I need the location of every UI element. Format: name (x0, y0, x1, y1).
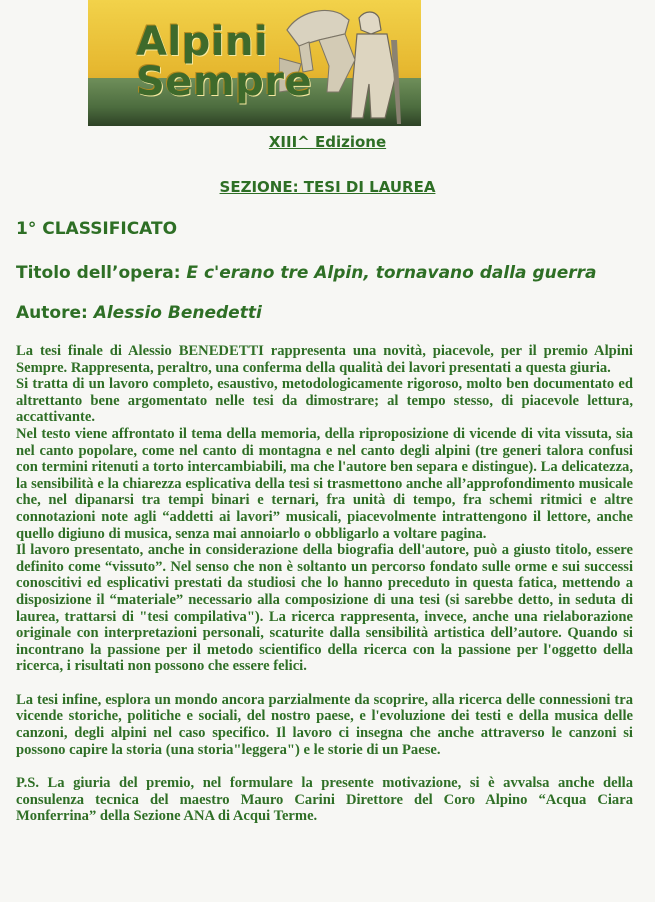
section-heading: SEZIONE: TESI DI LAUREA (219, 178, 436, 196)
work-title-line (16, 263, 596, 283)
author-name: Alessio Benedetti (93, 303, 262, 323)
header-banner (88, 0, 421, 126)
postscript-paragraph: P.S. La giuria del premio, nel formulare la presente motivazione, si è avvalsa anche della consulenza tecnica del maestro Mauro Carini Direttore del Coro Alpino “Acqua Ciara Monferrina” della Sezione ANA di Acqui Terme. (16, 775, 633, 825)
banner-title-line1: Alpini (136, 19, 269, 65)
work-title-label: Titolo dell’opera: (16, 263, 181, 283)
author-line (16, 303, 262, 323)
banner-title (136, 19, 313, 105)
paragraph: Il lavoro presentato, anche in considerazione della biografia dell'autore, può a giusto titolo, essere definito come “vissuto”. Nel senso che non è soltanto un percorso fondato sulle orme e sui successi conoscitivi ed esplicativi prestati da studiosi che lo hanno preceduto in questa fatica, mettendo a disposizione il “materiale” necessario alla composizione di una tesi (si sarebbe detto, in seduta di laurea, trattarsi di "tesi compilativa"). La ricerca rappresenta, invece, anche una rielaborazione originale con interpretazioni personali, scaturite dalla sensibilità artistica dell’autore. Quando si incontrano la passione per il metodo scientifico della ricerca con la passione per l'oggetto della ricerca, i risultati non possono che essere felici. (16, 542, 633, 675)
motivation-text (16, 343, 633, 825)
work-title: E c'erano tre Alpin, tornavano dalla guerra (186, 263, 597, 283)
paragraph: La tesi infine, esplora un mondo ancora parzialmente da scoprire, alla ricerca delle connessioni tra vicende storiche, politiche e sociali, del nostro paese, e l'evoluzione dei testi e della musica delle canzoni, degli alpini nel caso specifico. Il lavoro ci insegna che anche attraverso le canzoni si possono capire la storia (una storia"leggera") e le storie di un Paese. (16, 691, 633, 758)
paragraph: Nel testo viene affrontato il tema della memoria, della riproposizione di vicende di vita vissuta, sia nel canto popolare, come nel canto di montagna e nel canto degli alpini (tre generi talora confusi con termini ritenuti a torto intercambiabili, ma che l'autore ben separa e distingue). La delicatezza, la sensibilità e la chiarezza esplicativa della tesi si trasmettono anche all’approfondimento musicale che, nel dipanarsi tra tempi binari e ternari, fra unità di tempo, fra schemi ritmici e altre connotazioni note agli “addetti ai lavori” musicali, piacevolmente intrattengono il lettore, anche quello digiuno di musica, senza mai annoiarlo o obbligarlo a voltare pagina. (16, 425, 633, 542)
author-label: Autore: (16, 303, 88, 323)
edition-heading: XIII^ Edizione (268, 133, 387, 151)
paragraph: Si tratta di un lavoro completo, esaustivo, metodologicamente rigoroso, molto ben documentato ed altrettanto bene argomentato nelle tesi da dimostrare; al tempo stesso, di piacevole lettura, accattivante. (16, 376, 633, 426)
rank-heading: 1° CLASSIFICATO (16, 219, 178, 239)
paragraph: La tesi finale di Alessio BENEDETTI rappresenta una novità, piacevole, per il premio Alpini Sempre. Rappresenta, peraltro, una conferma della qualità dei lavori presentati a questa giuria. (16, 343, 633, 376)
banner-title-line2: Sempre (136, 59, 313, 105)
